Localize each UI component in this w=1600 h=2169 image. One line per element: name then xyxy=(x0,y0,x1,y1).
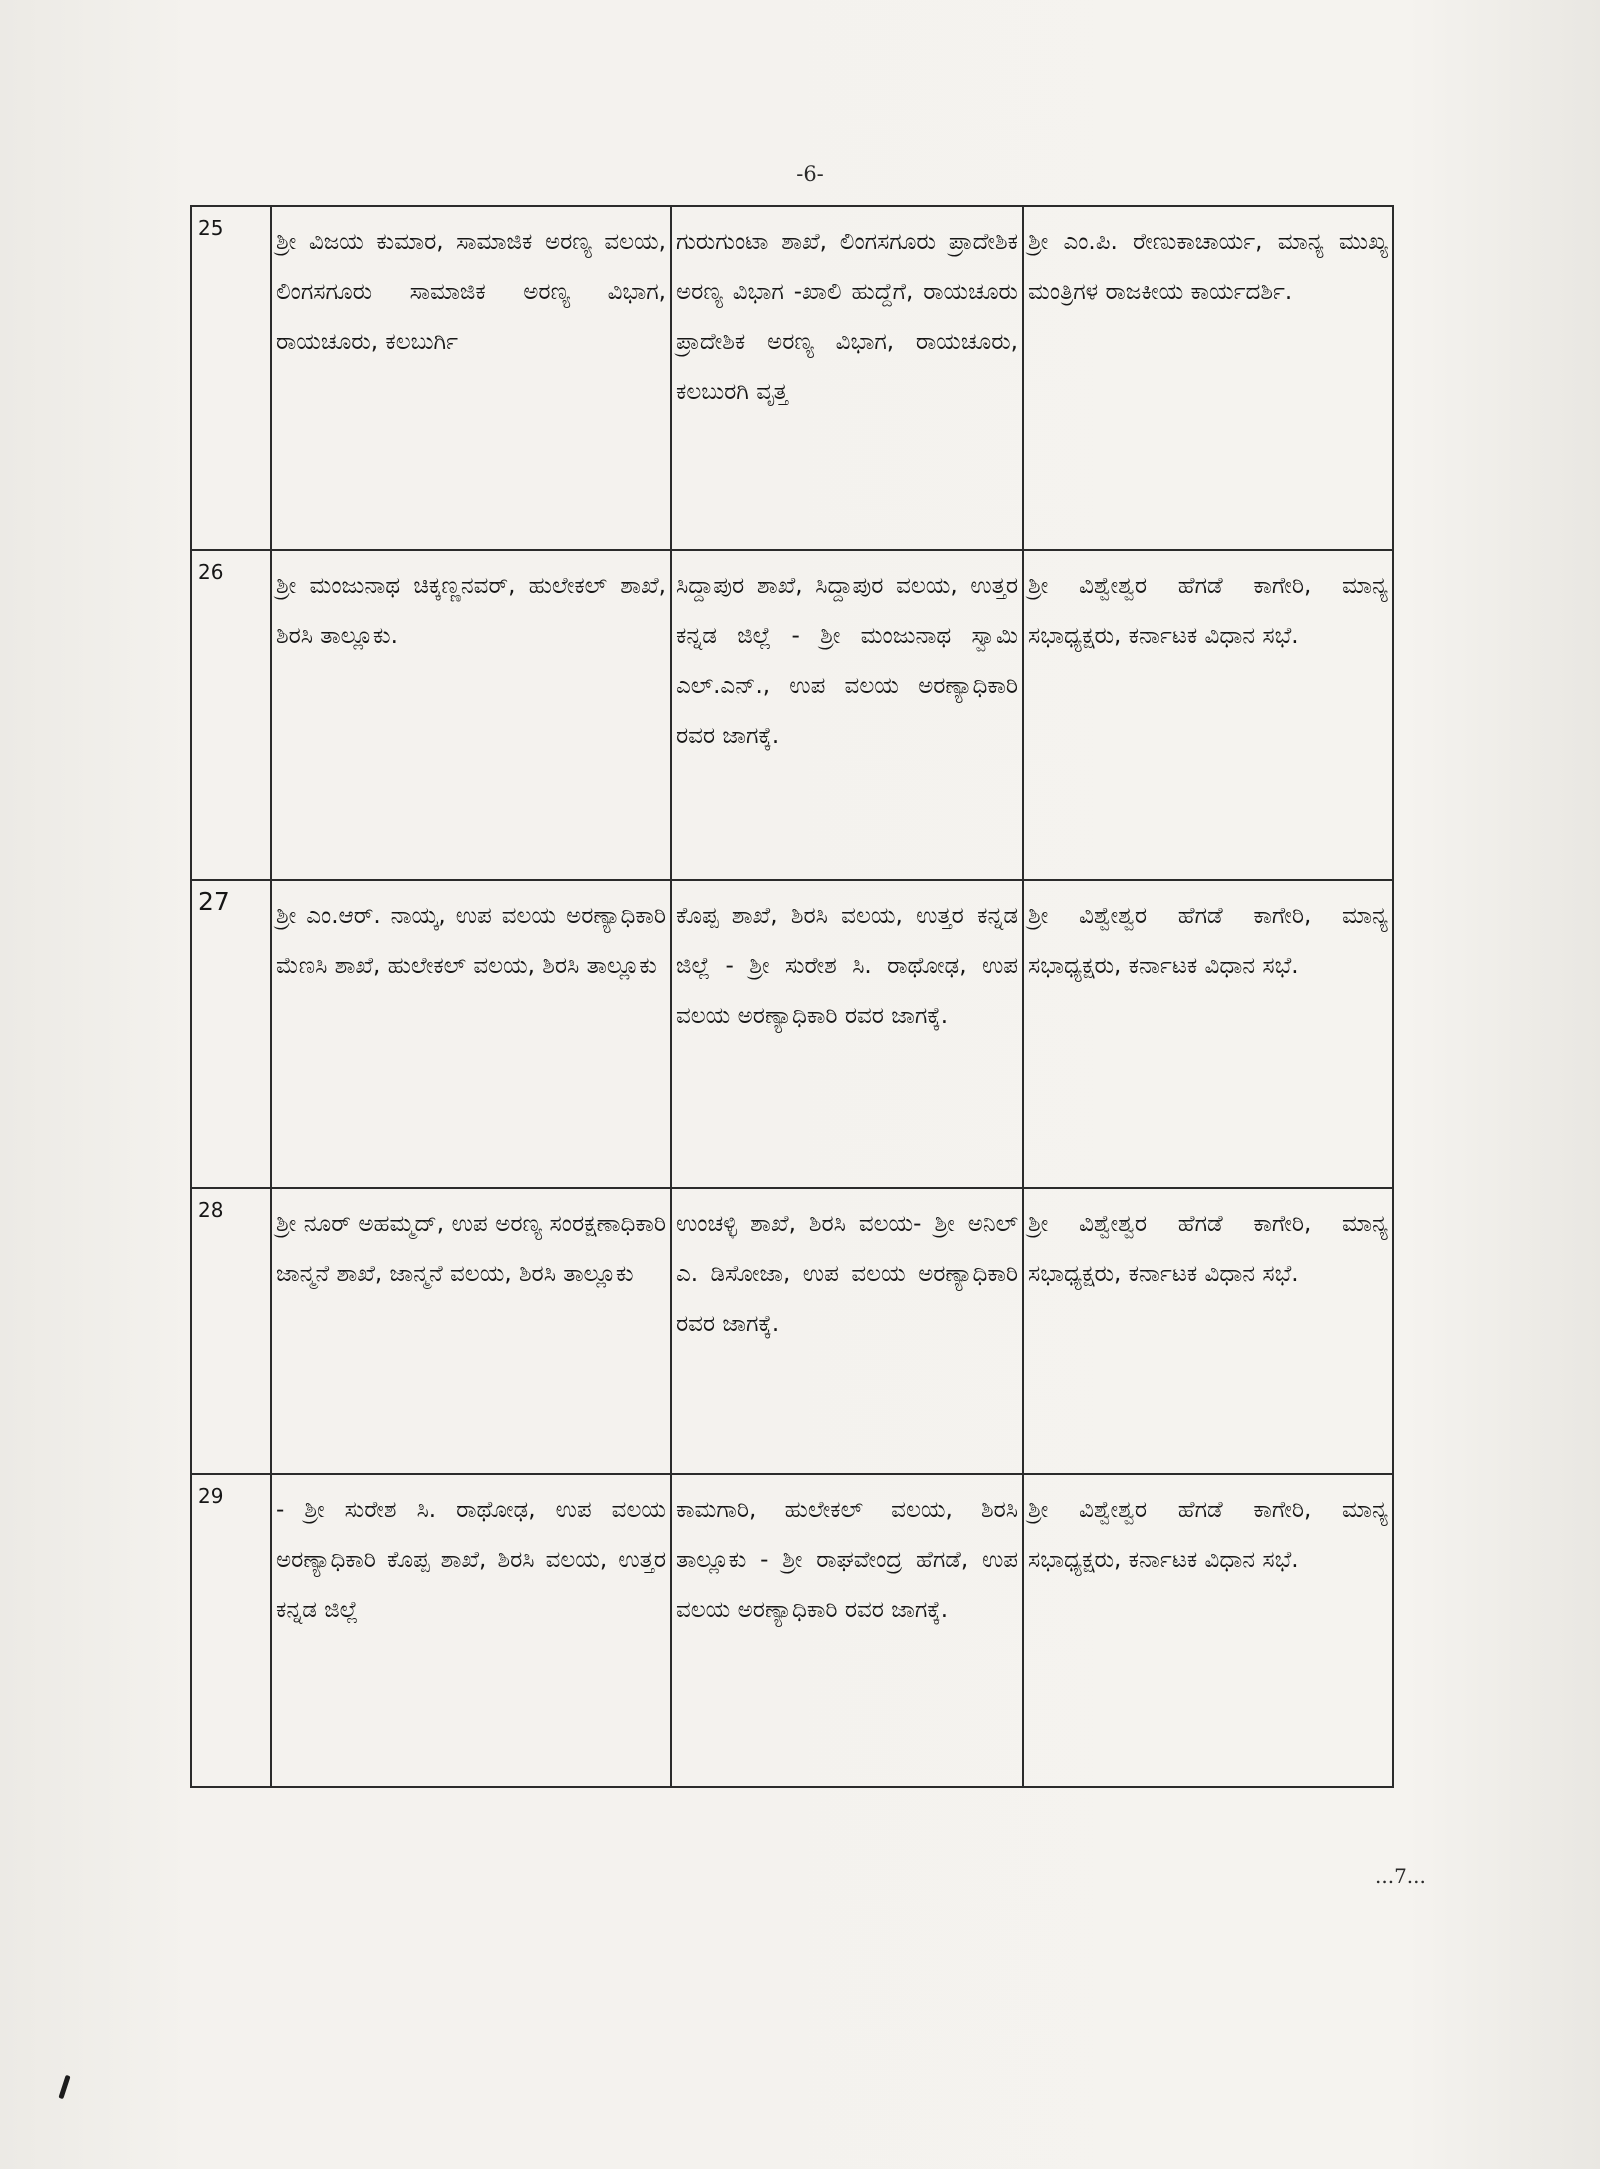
posting-cell: ಕೊಪ್ಪ ಶಾಖೆ, ಶಿರಸಿ ವಲಯ, ಉತ್ತರ ಕನ್ನಡ ಜಿಲ್ಲೆ - ಶ್ರೀ ಸುರೇಶ ಸಿ. ರಾಥೋಢ, ಉಪ ವಲಯ ಅರಣ್ಯಾಧಿಕಾರಿ ರವರ ಜಾಗಕ್ಕೆ. xyxy=(671,880,1023,1188)
table-row xyxy=(191,1474,1393,1787)
recommended-by-cell: ಶ್ರೀ ವಿಶ್ವೇಶ್ವರ ಹೆಗಡೆ ಕಾಗೇರಿ, ಮಾನ್ಯ ಸಭಾಧ್ಯಕ್ಷರು, ಕರ್ನಾಟಕ ವಿಧಾನ ಸಭೆ. xyxy=(1023,1188,1393,1474)
table-row xyxy=(191,550,1393,880)
row-number: 28 xyxy=(191,1188,271,1474)
employee-cell: ಶ್ರೀ ಎಂ.ಆರ್. ನಾಯ್ಕ, ಉಪ ವಲಯ ಅರಣ್ಯಾಧಿಕಾರಿ ಮೆಣಸಿ ಶಾಖೆ, ಹುಲೇಕಲ್ ವಲಯ, ಶಿರಸಿ ತಾಲ್ಲೂಕು xyxy=(271,880,671,1188)
employee-cell: ಶ್ರೀ ವಿಜಯ ಕುಮಾರ, ಸಾಮಾಜಿಕ ಅರಣ್ಯ ವಲಯ, ಲಿಂಗಸಗೂರು ಸಾಮಾಜಿಕ ಅರಣ್ಯ ವಿಭಾಗ, ರಾಯಚೂರು, ಕಲಬುರ್ಗಿ xyxy=(271,206,671,550)
row-number: 26 xyxy=(191,550,271,880)
next-page-marker: ...7... xyxy=(1375,1864,1426,1888)
transfer-table xyxy=(190,205,1394,1788)
posting-cell: ಉಂಚಳ್ಳಿ ಶಾಖೆ, ಶಿರಸಿ ವಲಯ- ಶ್ರೀ ಅನಿಲ್ ಎ. ಡಿಸೋಜಾ, ಉಪ ವಲಯ ಅರಣ್ಯಾಧಿಕಾರಿ ರವರ ಜಾಗಕ್ಕೆ. xyxy=(671,1188,1023,1474)
posting-cell: ಸಿದ್ದಾಪುರ ಶಾಖೆ, ಸಿದ್ದಾಪುರ ವಲಯ, ಉತ್ತರ ಕನ್ನಡ ಜಿಲ್ಲೆ - ಶ್ರೀ ಮಂಜುನಾಥ ಸ್ವಾಮಿ ಎಲ್.ಎನ್., ಉಪ ವಲಯ ಅರಣ್ಯಾಧಿಕಾರಿ ರವರ ಜಾಗಕ್ಕೆ. xyxy=(671,550,1023,880)
recommended-by-cell: ಶ್ರೀ ವಿಶ್ವೇಶ್ವರ ಹೆಗಡೆ ಕಾಗೇರಿ, ಮಾನ್ಯ ಸಭಾಧ್ಯಕ್ಷರು, ಕರ್ನಾಟಕ ವಿಧಾನ ಸಭೆ. xyxy=(1023,880,1393,1188)
recommended-by-cell: ಶ್ರೀ ಎಂ.ಪಿ. ರೇಣುಕಾಚಾರ್ಯ, ಮಾನ್ಯ ಮುಖ್ಯ ಮಂತ್ರಿಗಳ ರಾಜಕೀಯ ಕಾರ್ಯದರ್ಶಿ. xyxy=(1023,206,1393,550)
employee-cell: ಶ್ರೀ ಮಂಜುನಾಥ ಚಿಕ್ಕಣ್ಣನವರ್, ಹುಲೇಕಲ್ ಶಾಖೆ, ಶಿರಸಿ ತಾಲ್ಲೂಕು. xyxy=(271,550,671,880)
row-number: 29 xyxy=(191,1474,271,1787)
table-row xyxy=(191,1188,1393,1474)
table-row xyxy=(191,206,1393,550)
recommended-by-cell: ಶ್ರೀ ವಿಶ್ವೇಶ್ವರ ಹೆಗಡೆ ಕಾಗೇರಿ, ಮಾನ್ಯ ಸಭಾಧ್ಯಕ್ಷರು, ಕರ್ನಾಟಕ ವಿಧಾನ ಸಭೆ. xyxy=(1023,550,1393,880)
row-number: 25 xyxy=(191,206,271,550)
page-number: -6- xyxy=(796,162,824,186)
recommended-by-cell: ಶ್ರೀ ವಿಶ್ವೇಶ್ವರ ಹೆಗಡೆ ಕಾಗೇರಿ, ಮಾನ್ಯ ಸಭಾಧ್ಯಕ್ಷರು, ಕರ್ನಾಟಕ ವಿಧಾನ ಸಭೆ. xyxy=(1023,1474,1393,1787)
employee-cell: - ಶ್ರೀ ಸುರೇಶ ಸಿ. ರಾಥೋಢ, ಉಪ ವಲಯ ಅರಣ್ಯಾಧಿಕಾರಿ ಕೊಪ್ಪ ಶಾಖೆ, ಶಿರಸಿ ವಲಯ, ಉತ್ತರ ಕನ್ನಡ ಜಿಲ್ಲೆ xyxy=(271,1474,671,1787)
pen-mark xyxy=(58,2075,70,2099)
employee-cell: ಶ್ರೀ ನೂರ್ ಅಹಮ್ಮದ್, ಉಪ ಅರಣ್ಯ ಸಂರಕ್ಷಣಾಧಿಕಾರಿ ಜಾನ್ಮನೆ ಶಾಖೆ, ಜಾನ್ಮನೆ ವಲಯ, ಶಿರಸಿ ತಾಲ್ಲೂಕು xyxy=(271,1188,671,1474)
posting-cell: ಕಾಮಗಾರಿ, ಹುಲೇಕಲ್ ವಲಯ, ಶಿರಸಿ ತಾಲ್ಲೂಕು - ಶ್ರೀ ರಾಘವೇಂದ್ರ ಹೆಗಡೆ, ಉಪ ವಲಯ ಅರಣ್ಯಾಧಿಕಾರಿ ರವರ ಜಾಗಕ್ಕೆ. xyxy=(671,1474,1023,1787)
posting-cell: ಗುರುಗುಂಟಾ ಶಾಖೆ, ಲಿಂಗಸಗೂರು ಪ್ರಾದೇಶಿಕ ಅರಣ್ಯ ವಿಭಾಗ -ಖಾಲಿ ಹುದ್ದೆಗೆ, ರಾಯಚೂರು ಪ್ರಾದೇಶಿಕ ಅರಣ್ಯ ವಿಭಾಗ, ರಾಯಚೂರು, ಕಲಬುರಗಿ ವೃತ್ತ xyxy=(671,206,1023,550)
table-row xyxy=(191,880,1393,1188)
row-number: 27 xyxy=(191,880,271,1188)
